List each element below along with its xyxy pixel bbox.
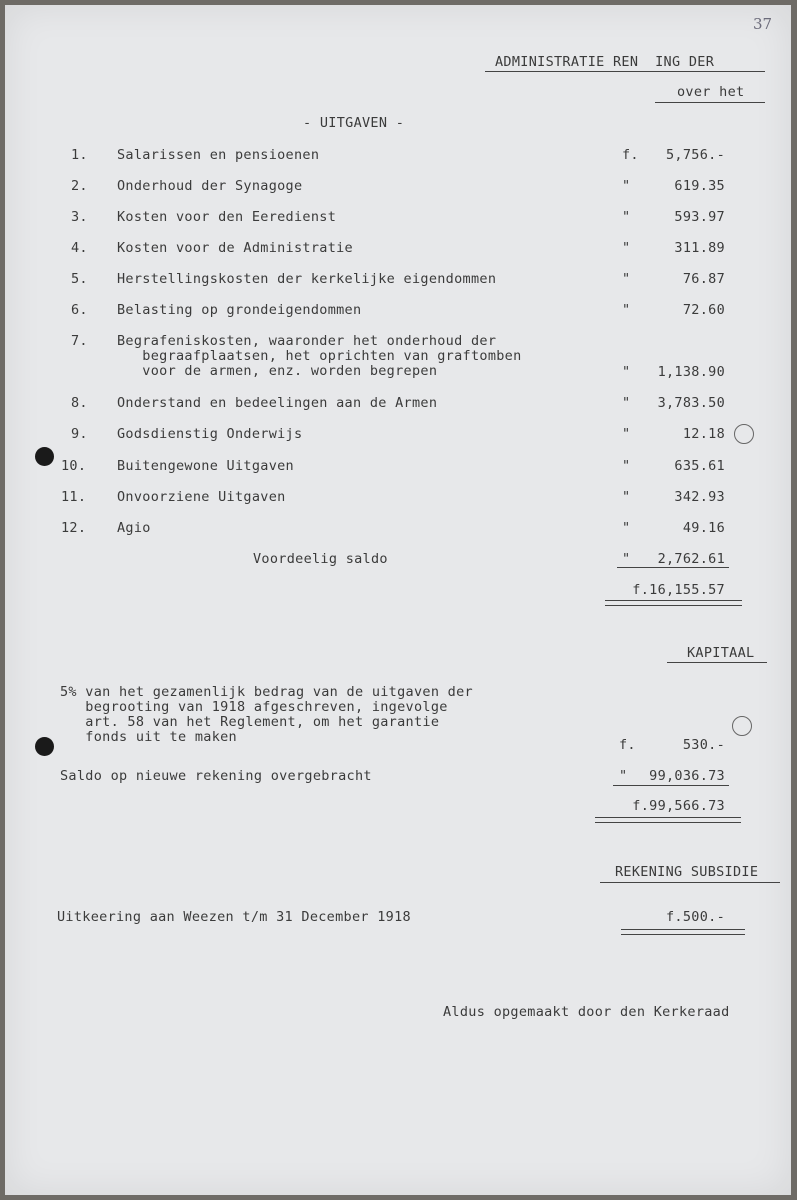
kapitaal-amount: 530.-: [682, 737, 725, 753]
item-description: Onvoorziene Uitgaven: [117, 489, 286, 505]
item-description: Buitengewone Uitgaven: [117, 458, 294, 474]
kapitaal-title: KAPITAAL: [687, 645, 755, 661]
kapitaal-title-underline: [667, 662, 767, 663]
item-amount: 49.16: [682, 520, 725, 536]
item-number: 12.: [61, 520, 87, 536]
item-description: Kosten voor den Eeredienst: [117, 209, 337, 225]
kapitaal-prefix: f.: [619, 737, 636, 753]
item-amount: 342.93: [674, 489, 725, 505]
item-number: 8.: [71, 395, 88, 411]
header-title: ADMINISTRATIE REN ING DER: [495, 54, 715, 70]
item-amount: 635.61: [674, 458, 725, 474]
item-amount: 3,783.50: [657, 395, 725, 411]
uitgaven-saldo-amount: 2,762.61: [657, 551, 725, 567]
uitgaven-title: - UITGAVEN -: [303, 115, 405, 131]
uitgaven-total: f.16,155.57: [632, 582, 725, 598]
item-prefix: ": [622, 240, 631, 256]
item-amount: 1,138.90: [657, 364, 725, 380]
header-title-underline: [485, 71, 765, 72]
item-number: 11.: [61, 489, 87, 505]
item-prefix: ": [622, 426, 631, 442]
item-prefix: ": [622, 302, 631, 318]
item-prefix: ": [622, 458, 631, 474]
item-description: Belasting op grondeigendommen: [117, 302, 362, 318]
item-prefix: ": [622, 364, 631, 380]
item-description: Onderstand en bedeelingen aan de Armen: [117, 395, 438, 411]
item-amount: 76.87: [682, 271, 725, 287]
item-prefix: ": [622, 178, 631, 194]
item-number: 2.: [71, 178, 88, 194]
uitgaven-total-double-underline: [605, 600, 742, 606]
uitgaven-saldo-underline: [617, 567, 729, 568]
item-number: 7.: [71, 333, 88, 349]
item-amount: 72.60: [682, 302, 725, 318]
item-description: Godsdienstig Onderwijs: [117, 426, 303, 442]
kapitaal-saldo-prefix: ": [619, 768, 628, 784]
closing-text: Aldus opgemaakt door den Kerkeraad: [443, 1004, 730, 1020]
subsidie-title: REKENING SUBSIDIE: [615, 864, 759, 880]
circle-mark-top: [734, 424, 754, 444]
item-prefix: ": [622, 489, 631, 505]
kapitaal-total-double-underline: [595, 817, 741, 823]
item-description: Onderhoud der Synagoge: [117, 178, 303, 194]
uitgaven-saldo-label: Voordeelig saldo: [253, 551, 388, 567]
item-number: 3.: [71, 209, 88, 225]
item-amount: 593.97: [674, 209, 725, 225]
punch-hole-top: [35, 447, 54, 466]
subsidie-title-underline: [600, 882, 780, 883]
kapitaal-saldo-amount: 99,036.73: [649, 768, 725, 784]
subsidie-double-underline: [621, 929, 745, 935]
item-amount: 311.89: [674, 240, 725, 256]
kapitaal-text: 5% van het gezamenlijk bedrag van de uitgaven der begrooting van 1918 afgeschreven, ingevolge art. 58 van het Reglement, om het garantie fonds uit te maken: [60, 684, 473, 745]
item-description: Agio: [117, 520, 151, 536]
uitgaven-saldo-prefix: ": [622, 551, 631, 567]
subsidie-label: Uitkeering aan Weezen t/m 31 December 1918: [57, 909, 411, 925]
item-prefix: ": [622, 271, 631, 287]
kapitaal-total: f.99,566.73: [632, 798, 725, 814]
circle-mark-bottom: [732, 716, 752, 736]
header-subtitle-underline: [655, 102, 765, 103]
item-description: Salarissen en pensioenen: [117, 147, 320, 163]
item-number: 9.: [71, 426, 88, 442]
kapitaal-saldo-underline: [613, 785, 729, 786]
document-sheet: [5, 5, 791, 1195]
item-number: 1.: [71, 147, 88, 163]
kapitaal-saldo-label: Saldo op nieuwe rekening overgebracht: [60, 768, 372, 784]
item-number: 10.: [61, 458, 87, 474]
item-number: 4.: [71, 240, 88, 256]
subsidie-amount: f.500.-: [666, 909, 725, 925]
item-prefix: ": [622, 209, 631, 225]
item-amount: 5,756.-: [666, 147, 725, 163]
item-prefix: ": [622, 520, 631, 536]
item-amount: 619.35: [674, 178, 725, 194]
item-description: Begrafeniskosten, waaronder het onderhoud der begraafplaatsen, het oprichten van graftomben voor de armen, enz. worden begrepen: [117, 333, 522, 379]
item-number: 6.: [71, 302, 88, 318]
item-description: Kosten voor de Administratie: [117, 240, 353, 256]
item-prefix: ": [622, 395, 631, 411]
item-prefix: f.: [622, 147, 639, 163]
item-amount: 12.18: [682, 426, 725, 442]
item-number: 5.: [71, 271, 88, 287]
punch-hole-bottom: [35, 737, 54, 756]
page-number: 37: [753, 15, 773, 33]
header-subtitle: over het: [677, 84, 745, 100]
item-description: Herstellingskosten der kerkelijke eigendommen: [117, 271, 497, 287]
